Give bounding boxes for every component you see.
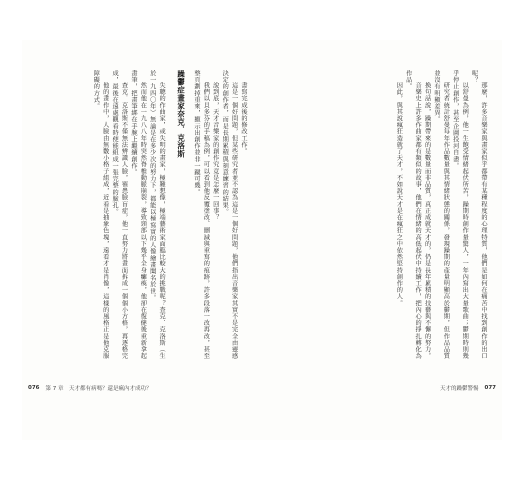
paragraph: 然而他在一九八八年時突然脊椎動脈崩裂，導致頸部以下幾乎全身癱瘓，他卻在復健後重新拿起畫筆，把畫筆綁在手腕上繼續創作。 bbox=[129, 70, 147, 360]
paragraph: 這是一個好問題，但某些研究者並不認為這是一個好問題，他們指出音樂家其實不是完全由靈感決定的創作者，而是長期累積與刻意練習的結果。 bbox=[221, 70, 238, 360]
paragraph: 研究者統計舒曼每年作品數量與其情緒狀態的關係，發現躁期的產量明顯高於鬱期，但作品品質並沒有明顯差異。 bbox=[432, 70, 450, 360]
paragraph: 說到底，天才音樂家的創作究竟是怎麼一回事？ bbox=[211, 82, 219, 221]
paragraph: 我們以貝多芬的手稿為例，可以看到他反覆塗改、刪減與重寫的痕跡，許多段落一改再改，甚至整頁劃掉重來，顯示出創作並非一蹴可幾。 bbox=[192, 70, 210, 360]
paragraph: 查克．克洛斯不僅無法辨識人臉，罹患臉盲症，他一直努力將畫面拆成一個個小方格，再逐格完成，最後在遠處觀看時便能組成一張完整的臉孔。 bbox=[111, 70, 128, 360]
running-head: 第 7 章 天才都有病嗎？還是瘋內才成功？ bbox=[45, 386, 152, 392]
right-page-body bbox=[278, 70, 488, 360]
paragraph: 音樂史上許多作曲家都有類似的故事，他們在情緒的高低起伏中持續工作，把內心的掙扎轉化為作品。 bbox=[404, 70, 422, 360]
right-page-footer bbox=[440, 384, 496, 392]
page-number: 076 bbox=[28, 385, 40, 391]
left-page-footer bbox=[28, 384, 151, 392]
paragraph: 他的畫作中，人臉由無數小格子組成，近看是抽象色塊，遠看才是肖像，這樣的風格正是他克服障礙的方式。 bbox=[92, 70, 109, 360]
right-page bbox=[262, 40, 502, 440]
paragraph: 以舒曼為例，他一生飽受情緒起伏所苦，躁期時創作量驚人，一年內寫出大量歌曲；鬱期時則幾乎停止創作，甚至企圖投河自盡。 bbox=[451, 70, 469, 360]
paragraph: 失聰的作曲家，或失明的畫家，極難想像，極端藝術家面臨比較大的挑戰呢？查克．克洛斯（生於一九四〇年）無論是在多少次的努力下，都能以極寫實的人像繪畫聞名於世。 bbox=[148, 70, 166, 360]
running-head: 天才的躁鬱警惕 bbox=[440, 386, 479, 392]
paragraph: 換句話說，躁期帶來的是數量而非品質，真正成就天才的，仍是長年累積的技藝與不懈的努力。 bbox=[423, 82, 431, 360]
left-page bbox=[22, 40, 262, 440]
section-heading: 躁鬱症畫家奈克．克洛斯 bbox=[176, 70, 186, 158]
paragraph: 因此，與其說瘋狂造就了天才，不如說天才是在瘋狂之中依然堅持創作的人。 bbox=[395, 82, 403, 307]
paragraph: 那麼，許多音樂家與畫家似乎都帶有某種程度的心理特質，他們是如何在痛苦中找到創作的出口呢？ bbox=[470, 70, 487, 360]
left-page-body bbox=[38, 70, 248, 360]
page-number: 077 bbox=[484, 385, 496, 391]
paragraph: 書寫完成後的修改工作。 bbox=[240, 82, 247, 155]
